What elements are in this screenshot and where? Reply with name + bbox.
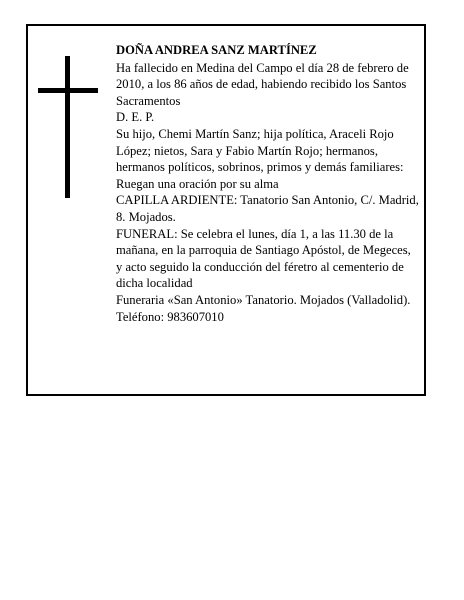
funeral-info: FUNERAL: Se celebra el lunes, día 1, a las 11.30 de la mañana, en la parroquia de Santiago Apóstol, de Megeces, y acto seguido la conducción del féretro al cementerio de dicha localidad xyxy=(116,226,411,291)
cross-vertical-bar xyxy=(65,56,70,198)
cross-icon xyxy=(38,56,98,198)
chapel-info: CAPILLA ARDIENTE: Tanatorio San Antonio, C/. Madrid, 8. Mojados. xyxy=(116,193,419,224)
funeral-home-info: Funeraria «San Antonio» Tanatorio. Mojados (Valladolid). Teléfono: 983607010 xyxy=(116,292,411,324)
family-members: Su hijo, Chemi Martín Sanz; hija política, Araceli Rojo López; nietos, Sara y Fabio Martín Rojo; hermanos, hermanos políticos, sobrinos, primos y demás familiares: xyxy=(116,126,404,175)
rest-in-peace: D. E. P. xyxy=(116,110,155,125)
cross-horizontal-bar xyxy=(38,88,98,93)
death-announcement: Ha fallecido en Medina del Campo el día 28 de febrero de 2010, a los 86 años de edad, habiendo recibido los Santos Sacramentos xyxy=(116,60,409,108)
deceased-name: DOÑA ANDREA SANZ MARTÍNEZ xyxy=(116,43,317,57)
notice-body xyxy=(116,42,420,325)
prayer-request: Ruegan una oración por su alma xyxy=(116,176,279,191)
obituary-notice xyxy=(26,24,426,396)
